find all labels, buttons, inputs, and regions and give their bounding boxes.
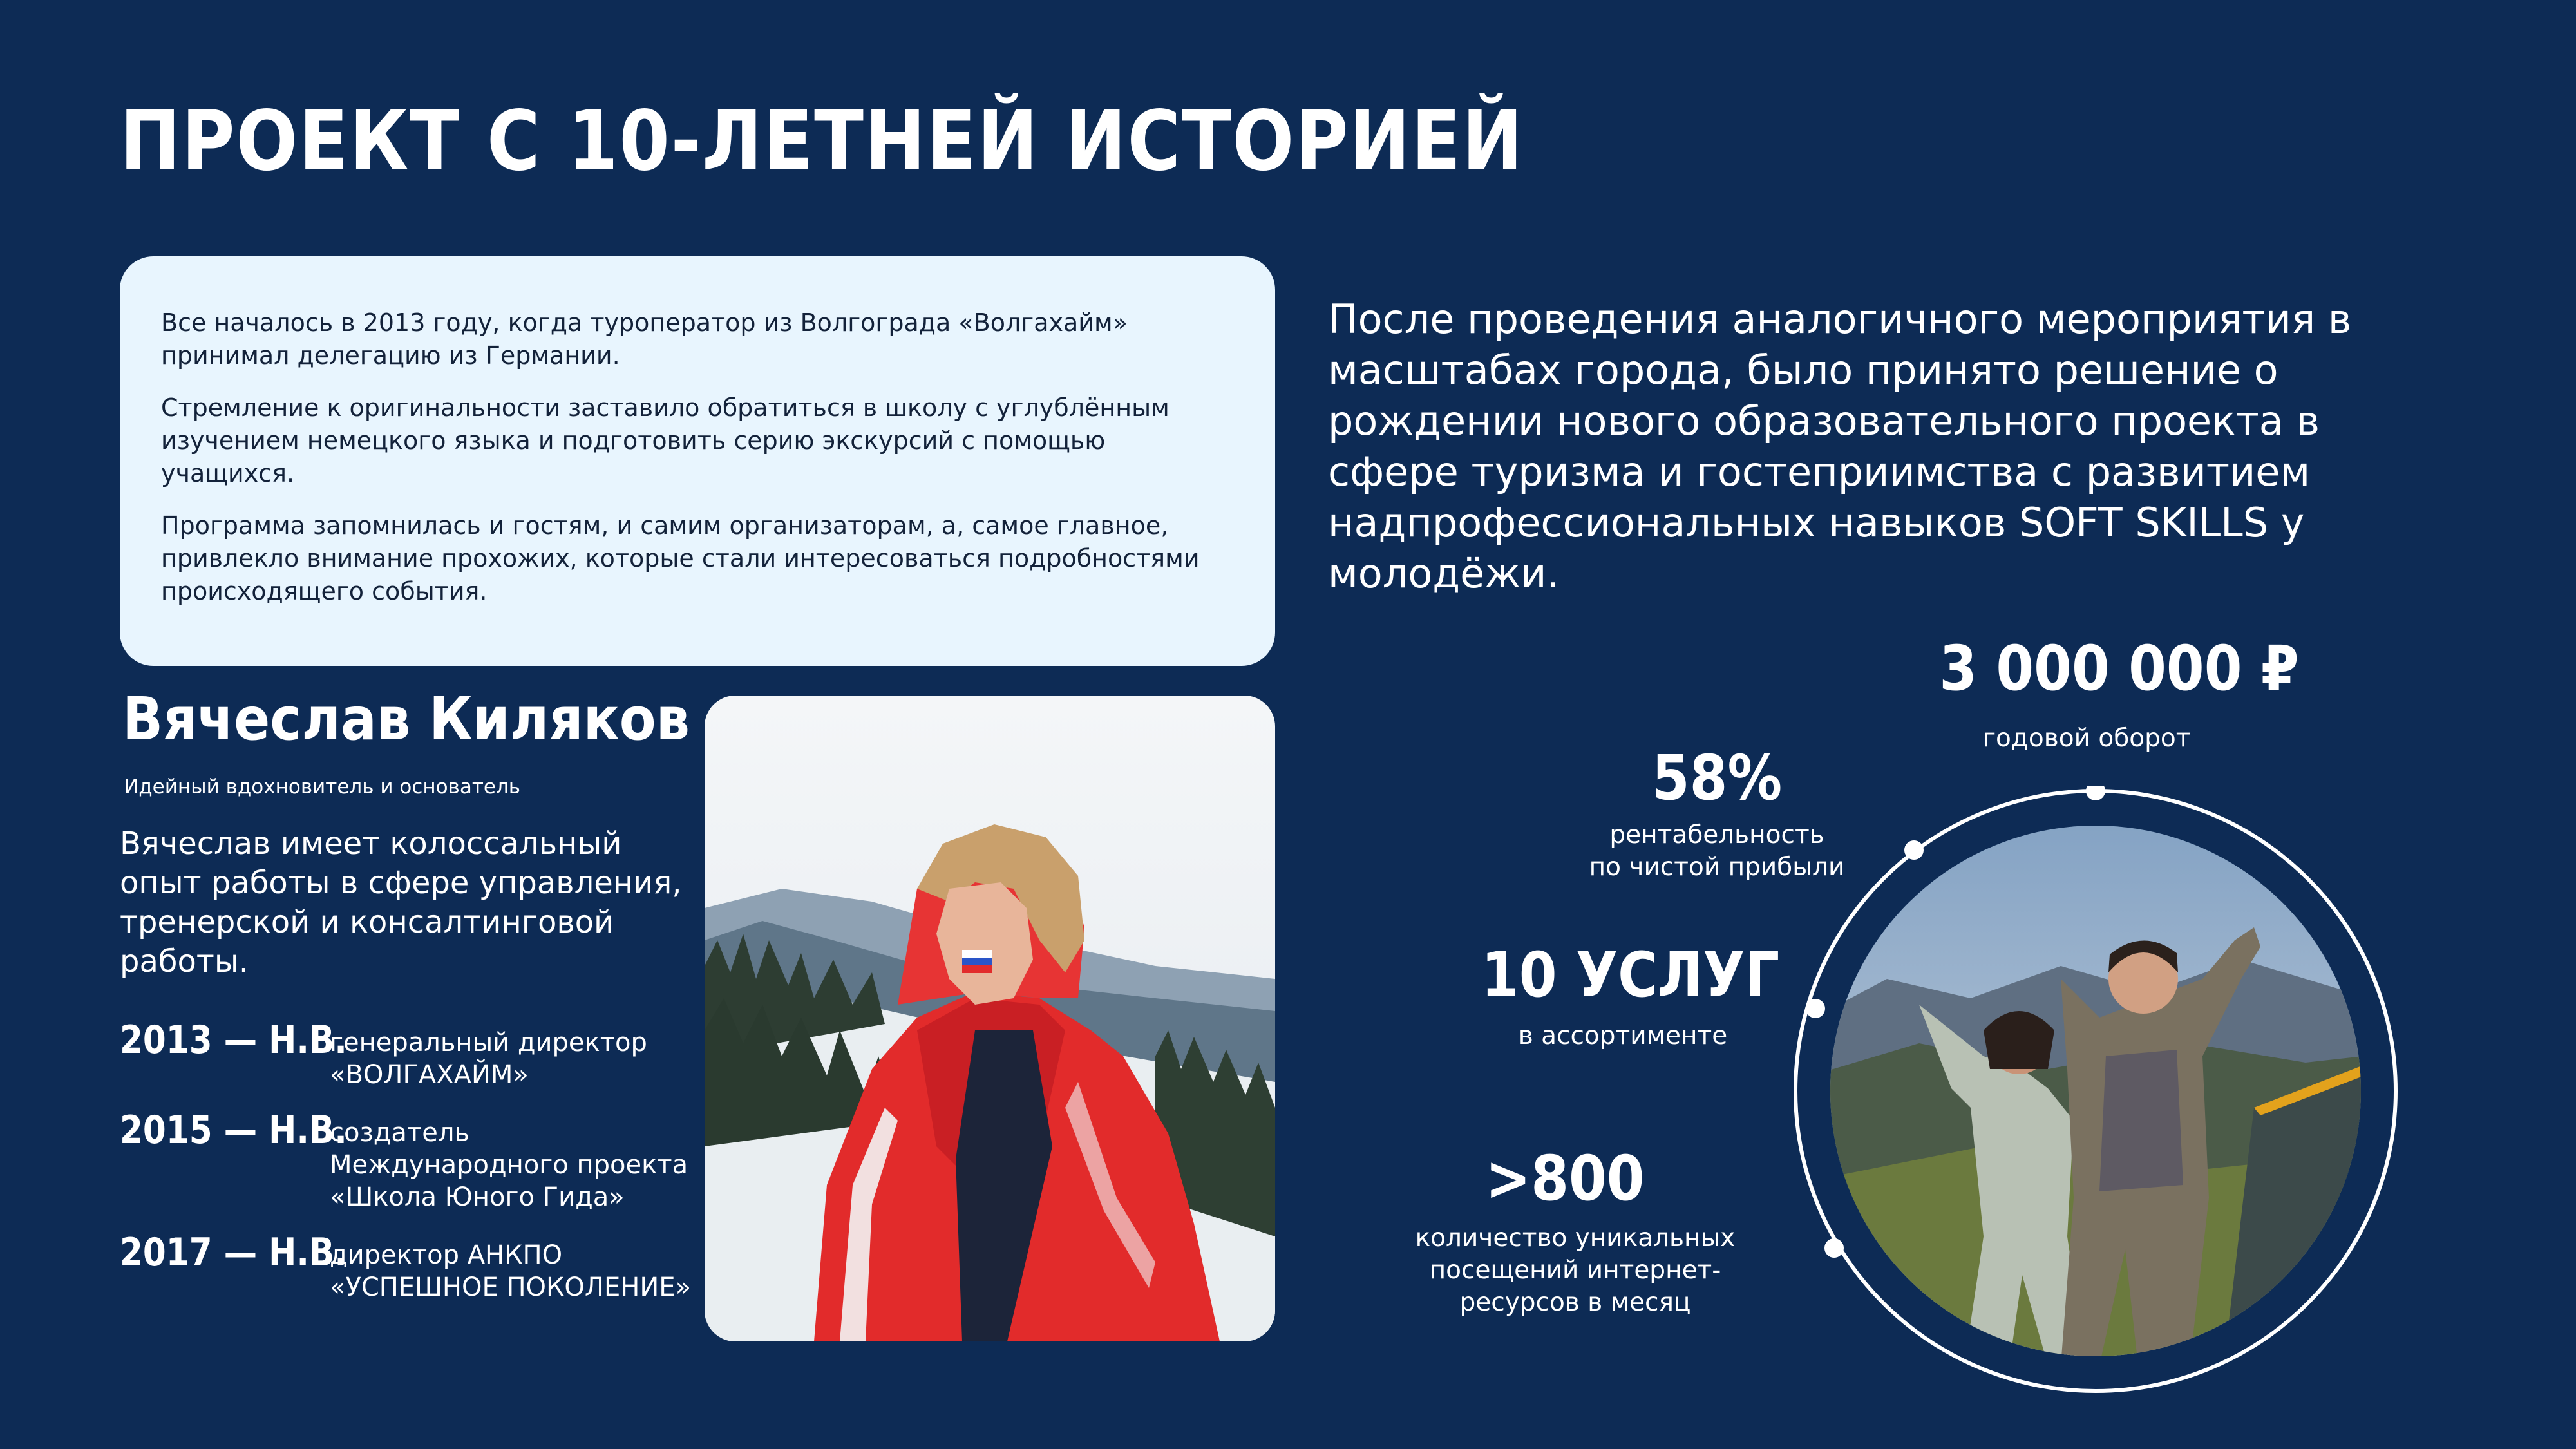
profitability-label-line: по чистой прибыли (1589, 853, 1845, 882)
turnover-value: 3 000 000 ₽ (1939, 632, 2299, 705)
story-paragraph: Программа запомнилась и гостям, и самим организаторам, а, самое главное, привлекло внимание прохожих, которые стали интересоваться подробностями происходящего события. (161, 511, 1200, 605)
career-period: 2017 — Н.В. (120, 1230, 347, 1275)
ring-dot (1806, 999, 1825, 1018)
career-item (120, 1230, 699, 1352)
career-item (120, 1108, 699, 1230)
profitability-value: 58% (1651, 742, 1783, 814)
hikers-photo (1790, 786, 2421, 1417)
story-paragraph: Все началось в 2013 году, когда туроператор из Волгограда «Волгахайм» принимал делегацию из Германии. (161, 308, 1128, 370)
ring-dot (1824, 1238, 1844, 1258)
ring-dot (1904, 840, 1924, 860)
turnover-label: годовой оборот (1982, 724, 2191, 753)
career-period: 2015 — Н.В. (120, 1108, 347, 1153)
visits-label-line: ресурсов в месяц (1459, 1288, 1691, 1317)
ring-dot (2086, 786, 2105, 800)
services-value: 10 УСЛУГ (1481, 939, 1780, 1011)
career-description: создатель Международного проекта «Школа Юного Гида» (330, 1118, 688, 1212)
founder-photo (705, 696, 1275, 1341)
person-role: Идейный вдохновитель и основатель (124, 775, 521, 799)
visits-value: >800 (1485, 1142, 1645, 1215)
story-card (120, 256, 1275, 666)
career-description: генеральный директор «ВОЛГАХАЙМ» (330, 1028, 647, 1090)
person-bio: Вячеслав имеет колоссальный опыт работы в сфере управления, тренерской и консалтинговой работы. (120, 826, 682, 980)
story-paragraph: Стремление к оригинальности заставило обратиться в школу с углублённым изучением немецкого языка и подготовить серию экскурсий с помощью учащихся. (161, 393, 1170, 488)
services-label: в ассортименте (1518, 1021, 1728, 1050)
project-decision-text: После проведения аналогичного мероприятия в масштабах города, было принято решение о рождении нового образовательного проекта в сфере туризма и гостеприимства с развитием надпрофессиональных навыков SOFT SKILLS у молодёжи. (1328, 296, 2352, 597)
career-period: 2013 — Н.В. (120, 1018, 347, 1063)
visits-label-line: посещений интернет- (1429, 1256, 1721, 1285)
page-title: ПРОЕКТ С 10-ЛЕТНЕЙ ИСТОРИЕЙ (120, 93, 1524, 189)
person-name: Вячеслав Киляков (122, 685, 690, 753)
profitability-label-line: рентабельность (1609, 820, 1824, 849)
visits-label-line: количество уникальных (1415, 1224, 1736, 1253)
career-description: директор АНКПО «УСПЕШНОЕ ПОКОЛЕНИЕ» (330, 1240, 691, 1302)
stats-ring (1790, 786, 2421, 1417)
visits-label (1382, 1222, 1768, 1319)
